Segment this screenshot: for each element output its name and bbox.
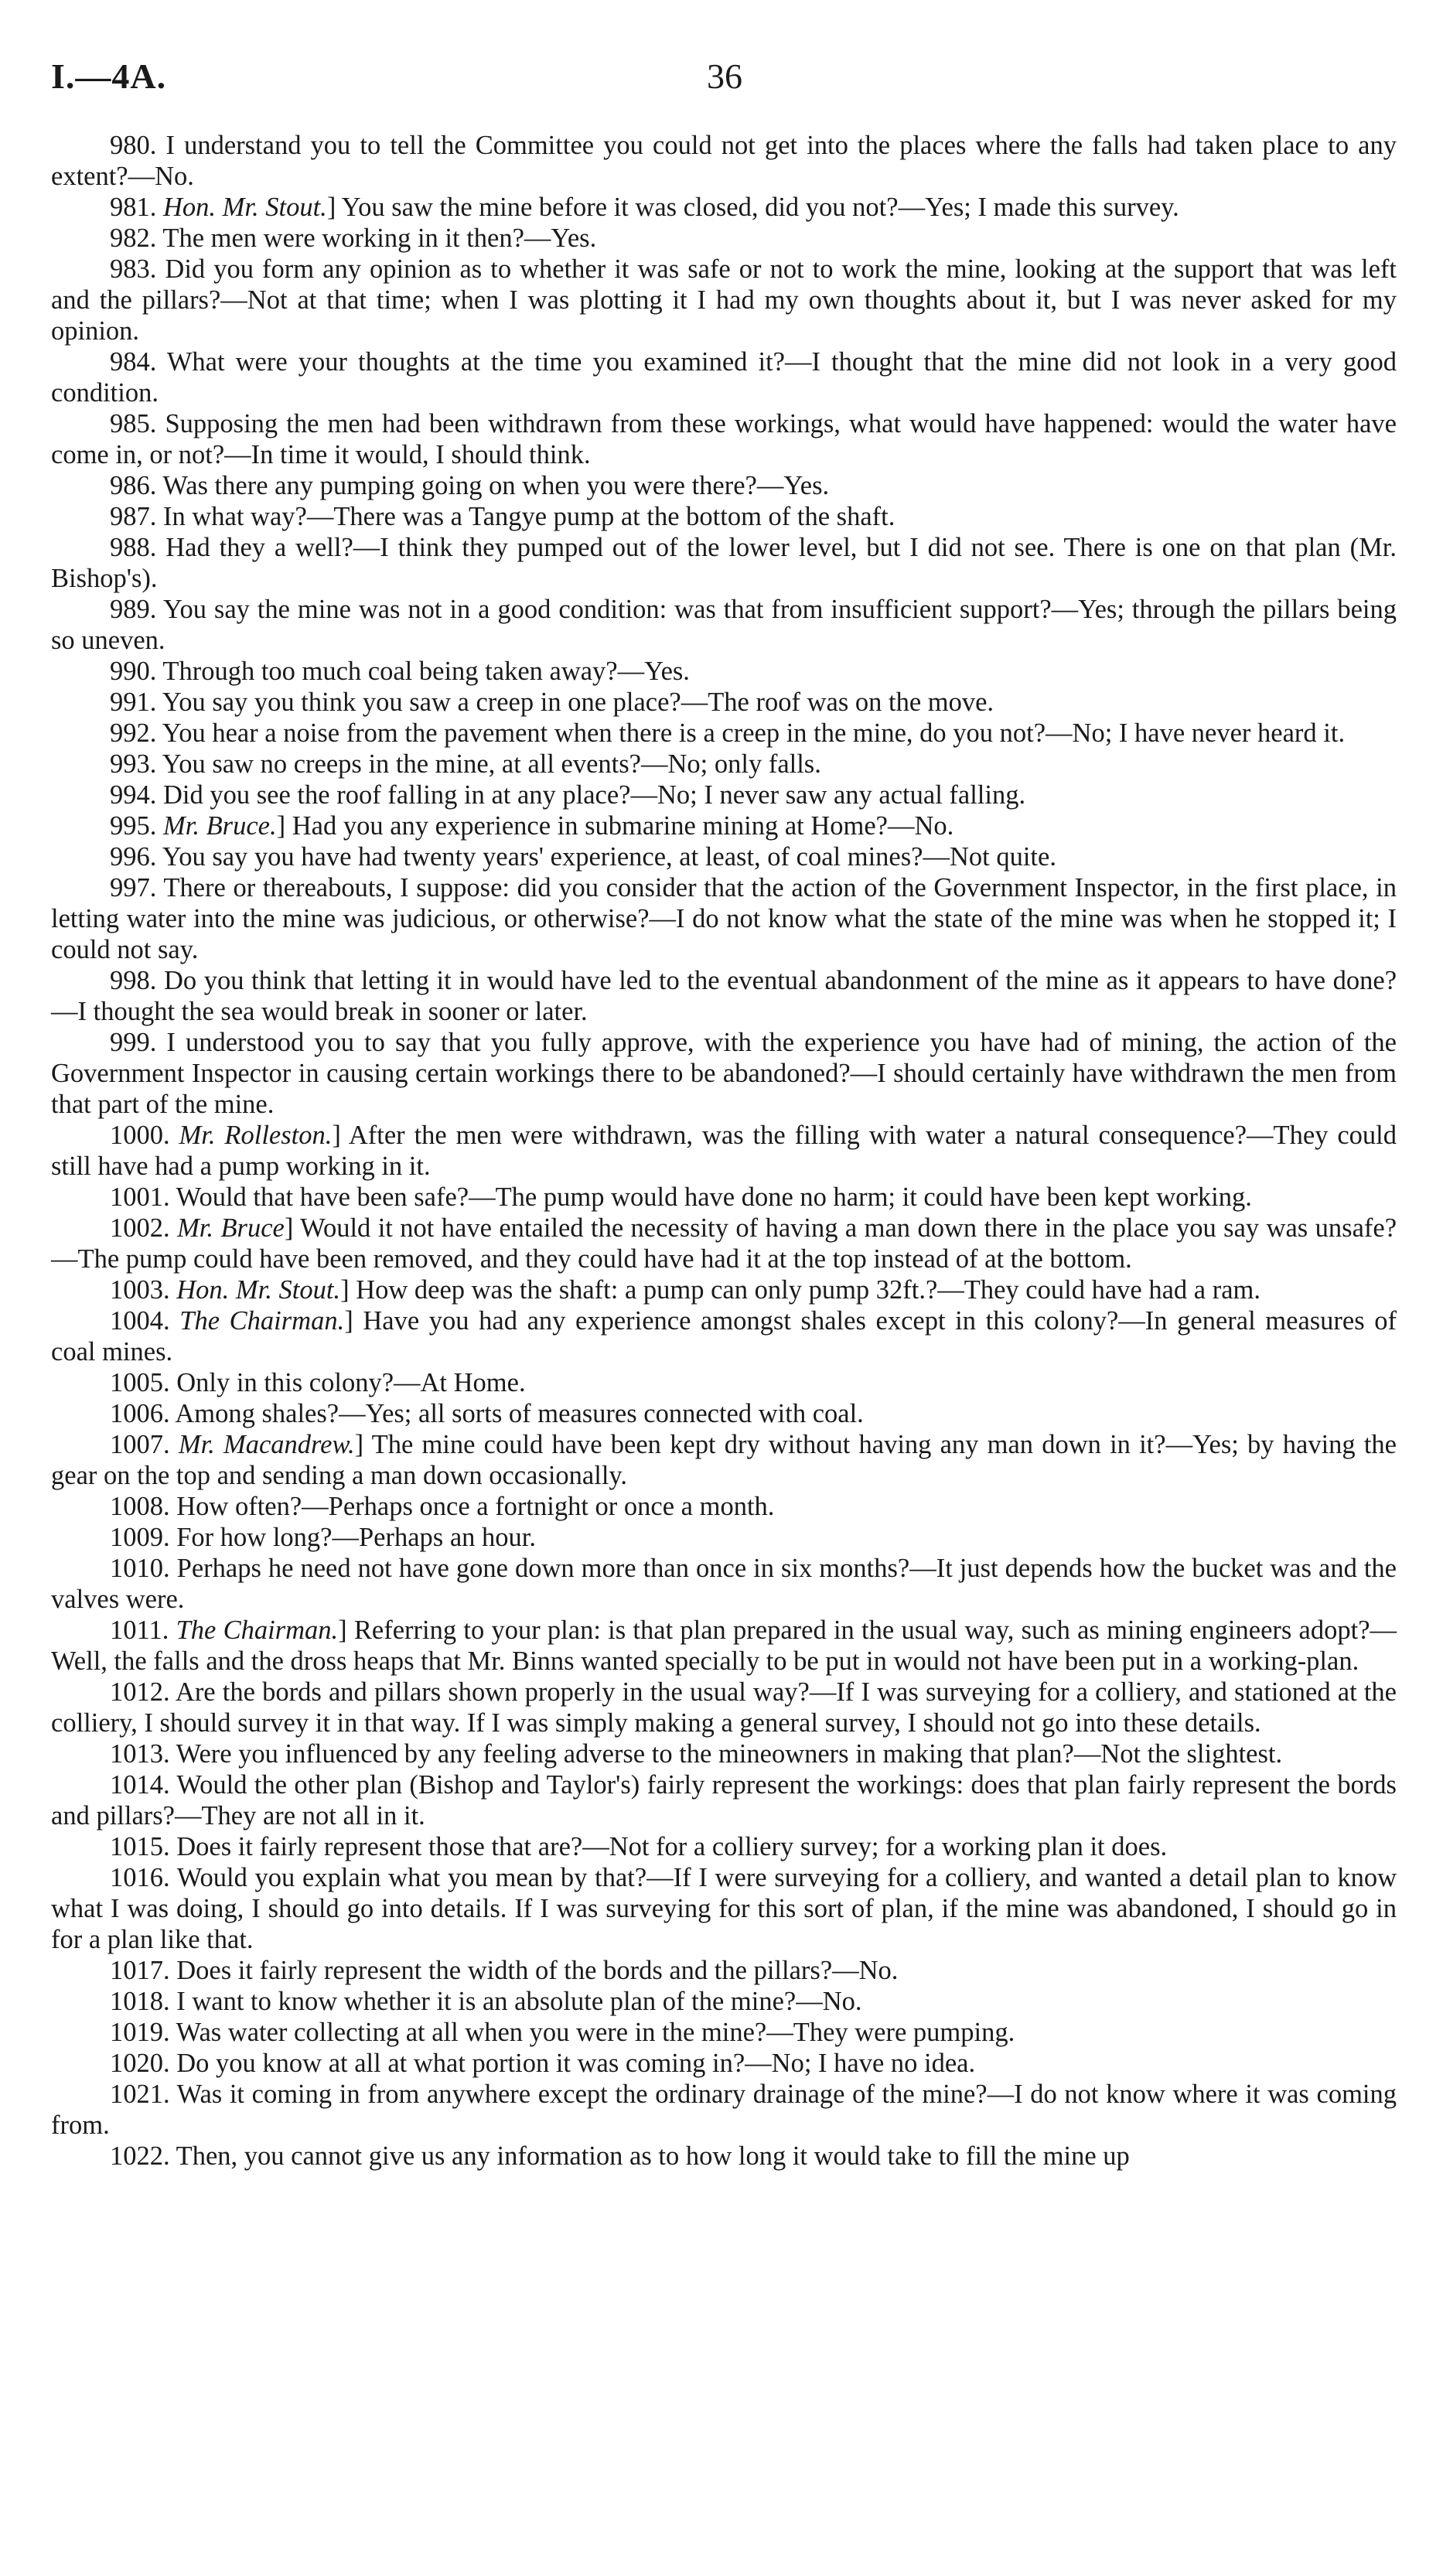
- question-number: 1002.: [110, 1213, 170, 1243]
- question-paragraph: 1003. Hon. Mr. Stout.] How deep was the shaft: a pump can only pump 32ft.?—They could have had a ram.: [110, 1275, 1260, 1305]
- speaker-name: Mr. Rolleston.: [179, 1121, 333, 1150]
- question-number: 1017.: [110, 1956, 170, 1985]
- question-number: 990.: [110, 657, 157, 686]
- question-number: 997.: [110, 873, 157, 902]
- question-text: Perhaps he need not have gone down more than once in six months?—It just depends how the bucket was and the valves were.: [51, 1554, 1397, 1614]
- question-paragraph: [51, 749, 1397, 780]
- question-paragraph: 1002. Mr. Bruce] Would it not have entailed the necessity of having a man down there in the place you say was unsafe?—The pump could have been removed, and they could have had it at the top instead of at the bottom.: [51, 1213, 1397, 1274]
- question-number: 1018.: [110, 1987, 170, 2016]
- question-number: 1022.: [110, 2141, 170, 2171]
- question-text: What were your thoughts at the time you examined it?—I thought that the mine did not look in a very good condition.: [51, 347, 1397, 408]
- question-number: 991.: [110, 688, 157, 717]
- question-paragraph: [51, 1831, 1397, 1862]
- question-paragraph: [51, 1769, 1397, 1831]
- question-text: Would you explain what you mean by that?—If I were surveying for a colliery, and wanted a detail plan to know what I was doing, I should go into details. If I was surveying for this sort of plan, if the mine was abandoned, I should go in for a plan like that.: [51, 1863, 1397, 1954]
- question-paragraph: [51, 1398, 1397, 1429]
- question-text: Only in this colony?—At Home.: [176, 1368, 526, 1397]
- question-number: 999.: [110, 1028, 157, 1057]
- question-paragraph: [51, 1367, 1397, 1398]
- question-number: 996.: [110, 842, 157, 872]
- question-text: Did you form any opinion as to whether it was safe or not to work the mine, looking at the support that was left and the pillars?—Not at that time; when I was plotting it I had my own thoughts about it, but I was never asked for my opinion.: [51, 254, 1397, 346]
- question-paragraph: [51, 780, 1397, 810]
- question-paragraph: [51, 1738, 1397, 1769]
- question-paragraph: [51, 1522, 1397, 1553]
- question-number: 992.: [110, 718, 157, 748]
- question-paragraph: [51, 1862, 1397, 1955]
- question-paragraph: [51, 1182, 1397, 1213]
- question-text: Does it fairly represent the width of the bords and the pillars?—No.: [176, 1956, 899, 1985]
- question-text: Would the other plan (Bishop and Taylor's) fairly represent the workings: does that plan fairly represent the bords and pillars?—They are not all in it.: [51, 1770, 1397, 1830]
- question-paragraph: 995. Mr. Bruce.] Had you any experience in submarine mining at Home?—No.: [110, 811, 954, 841]
- question-text: Do you know at all at what portion it was coming in?—No; I have no idea.: [176, 2049, 976, 2078]
- question-paragraph: [51, 872, 1397, 965]
- question-text: You saw no creeps in the mine, at all events?—No; only falls.: [162, 749, 821, 779]
- question-text: Supposing the men had been withdrawn from these workings, what would have happened: would the water have come in, or not?—In time it would, I should think.: [51, 409, 1397, 469]
- question-text: You saw the mine before it was closed, did you not?—Yes; I made this survey.: [341, 193, 1179, 222]
- question-text: Does it fairly represent those that are?—Not for a colliery survey; for a working plan it does.: [176, 1832, 1168, 1861]
- question-number: 987.: [110, 502, 157, 531]
- question-text: Was water collecting at all when you were in the mine?—They were pumping.: [176, 2018, 1015, 2047]
- question-text: There or thereabouts, I suppose: did you consider that the action of the Government Inspector, in the first place, in letting water into the mine was judicious, or otherwise?—I do not know what the state of the mine was when he stopped it; I could not say.: [51, 873, 1397, 964]
- question-number: 1001.: [110, 1182, 170, 1212]
- question-number: 1013.: [110, 1739, 170, 1769]
- question-paragraph: [51, 501, 1397, 532]
- question-text: Through too much coal being taken away?—Yes.: [162, 657, 690, 686]
- page-reference: I.—4A.: [51, 56, 167, 96]
- question-number: 983.: [110, 254, 157, 284]
- question-text: Referring to your plan: is that plan prepared in the usual way, such as mining engineers adopt?—Well, the falls and the dross heaps that Mr. Binns wanted specially to be put in would not have been put in a working-plan.: [51, 1616, 1397, 1676]
- question-paragraph: [51, 130, 1397, 192]
- question-text: Do you think that letting it in would have led to the eventual abandonment of the mine as it appears to have done?—I thought the sea would break in sooner or later.: [51, 966, 1397, 1026]
- question-text: Was it coming in from anywhere except the ordinary drainage of the mine?—I do not know where it was coming from.: [51, 2080, 1397, 2140]
- question-paragraph: [51, 1553, 1397, 1615]
- evidence-body: [51, 130, 1397, 2172]
- question-text: I want to know whether it is an absolute plan of the mine?—No.: [176, 1987, 862, 2016]
- question-text: Then, you cannot give us any information as to how long it would take to fill the mine up: [176, 2141, 1130, 2171]
- question-number: 1000.: [110, 1121, 170, 1150]
- question-paragraph: 1011. The Chairman.] Referring to your plan: is that plan prepared in the usual way, such as mining engineers adopt?—Well, the falls and the dross heaps that Mr. Binns wanted specially to be put in would not have been put in a working-plan.: [51, 1616, 1397, 1676]
- question-paragraph: [51, 718, 1397, 749]
- question-text: How deep was the shaft: a pump can only pump 32ft.?—They could have had a ram.: [356, 1275, 1260, 1305]
- question-paragraph: [51, 594, 1397, 656]
- question-number: 989.: [110, 595, 157, 624]
- question-number: 1015.: [110, 1832, 170, 1861]
- question-number: 993.: [110, 749, 157, 779]
- question-paragraph: [51, 254, 1397, 346]
- question-text: You say you think you saw a creep in one place?—The roof was on the move.: [162, 688, 994, 717]
- question-text: For how long?—Perhaps an hour.: [176, 1523, 536, 1552]
- question-text: Have you had any experience amongst shales except in this colony?—In general measures of coal mines.: [51, 1306, 1397, 1366]
- question-text: You hear a noise from the pavement when there is a creep in the mine, do you not?—No; I have never heard it.: [162, 718, 1346, 748]
- question-paragraph: [51, 687, 1397, 718]
- question-text: Among shales?—Yes; all sorts of measures connected with coal.: [175, 1399, 864, 1428]
- question-text: You say you have had twenty years' experience, at least, of coal mines?—Not quite.: [162, 842, 1056, 872]
- question-text: Were you influenced by any feeling adverse to the mineowners in making that plan?—Not the slightest.: [176, 1739, 1283, 1769]
- question-number: 984.: [110, 347, 157, 377]
- question-number: 1021.: [110, 2080, 170, 2109]
- question-number: 985.: [110, 409, 157, 438]
- speaker-name: Mr. Macandrew.: [178, 1430, 355, 1459]
- question-paragraph: [51, 532, 1397, 594]
- question-paragraph: [51, 470, 1397, 501]
- question-text: I understood you to say that you fully approve, with the experience you have had of mining, the action of the Government Inspector in causing certain workings there to be abandoned?—I should certainly have withdrawn the men from that part of the mine.: [51, 1028, 1397, 1119]
- question-number: 1009.: [110, 1523, 170, 1552]
- speaker-name: Hon. Mr. Stout.: [176, 1275, 341, 1305]
- question-number: 986.: [110, 471, 157, 500]
- question-text: How often?—Perhaps once a fortnight or once a month.: [176, 1492, 775, 1521]
- question-text: In what way?—There was a Tangye pump at the bottom of the shaft.: [163, 502, 895, 531]
- question-paragraph: [51, 1027, 1397, 1120]
- question-text: The men were working in it then?—Yes.: [162, 223, 597, 253]
- question-text: I understand you to tell the Committee you could not get into the places where the falls had taken place to any extent?—No.: [51, 131, 1397, 191]
- question-paragraph: [51, 2017, 1397, 2048]
- question-paragraph: 1000. Mr. Rolleston.] After the men were withdrawn, was the filling with water a natural consequence?—They could still have had a pump working in it.: [51, 1121, 1397, 1181]
- question-number: 982.: [110, 223, 157, 253]
- question-number: 1003.: [110, 1275, 170, 1305]
- page-header: [51, 56, 1397, 110]
- question-paragraph: [51, 841, 1397, 872]
- question-number: 995.: [110, 811, 157, 841]
- question-number: 1006.: [110, 1399, 170, 1428]
- speaker-name: The Chairman.: [179, 1306, 345, 1336]
- question-paragraph: [51, 965, 1397, 1027]
- question-paragraph: [51, 2141, 1397, 2172]
- question-number: 988.: [110, 533, 157, 562]
- question-number: 1019.: [110, 2018, 170, 2047]
- question-number: 1014.: [110, 1770, 170, 1800]
- question-number: 1012.: [110, 1677, 170, 1707]
- question-paragraph: [51, 1491, 1397, 1522]
- question-number: 1008.: [110, 1492, 170, 1521]
- question-number: 1010.: [110, 1554, 170, 1583]
- page-number: 36: [707, 56, 742, 96]
- question-paragraph: [51, 1677, 1397, 1738]
- question-paragraph: 1007. Mr. Macandrew.] The mine could have been kept dry without having any man down in it?—Yes; by having the gear on the top and sending a man down occasionally.: [51, 1430, 1397, 1490]
- question-paragraph: [51, 2079, 1397, 2141]
- question-text: Did you see the roof falling in at any place?—No; I never saw any actual falling.: [163, 780, 1026, 810]
- question-number: 980.: [110, 131, 157, 160]
- question-text: Would it not have entailed the necessity of having a man down there in the place you say was unsafe?—The pump could have been removed, and they could have had it at the top instead of at the bottom.: [51, 1213, 1397, 1274]
- question-text: You say the mine was not in a good condition: was that from insufficient support?—Yes; through the pillars being so uneven.: [51, 595, 1397, 655]
- question-number: 1004.: [110, 1306, 170, 1336]
- question-text: Was there any pumping going on when you were there?—Yes.: [162, 471, 830, 500]
- speaker-name: Hon. Mr. Stout.: [163, 193, 327, 222]
- question-number: 1007.: [110, 1430, 170, 1459]
- question-number: 1020.: [110, 2049, 170, 2078]
- speaker-name: Mr. Bruce.: [163, 811, 277, 841]
- question-number: 1005.: [110, 1368, 170, 1397]
- speaker-name: Mr. Bruce: [177, 1213, 285, 1243]
- question-text: Had they a well?—I think they pumped out of the lower level, but I did not see. There is one on that plan (Mr. Bishop's).: [51, 533, 1397, 593]
- speaker-name: The Chairman.: [176, 1616, 339, 1645]
- question-paragraph: [51, 1955, 1397, 1986]
- question-text: Had you any experience in submarine mining at Home?—No.: [292, 811, 954, 841]
- question-number: 994.: [110, 780, 157, 810]
- question-paragraph: [51, 223, 1397, 254]
- question-text: After the men were withdrawn, was the filling with water a natural consequence?—They could still have had a pump working in it.: [51, 1121, 1397, 1181]
- question-text: The mine could have been kept dry without having any man down in it?—Yes; by having the gear on the top and sending a man down occasionally.: [51, 1430, 1397, 1490]
- question-number: 1016.: [110, 1863, 170, 1892]
- question-paragraph: [51, 408, 1397, 470]
- question-text: Would that have been safe?—The pump would have done no harm; it could have been kept working.: [176, 1182, 1252, 1212]
- question-number: 1011.: [110, 1616, 169, 1645]
- question-number: 981.: [110, 193, 157, 222]
- question-number: 998.: [110, 966, 157, 995]
- question-paragraph: 981. Hon. Mr. Stout.] You saw the mine before it was closed, did you not?—Yes; I made this survey.: [110, 193, 1179, 222]
- question-paragraph: 1004. The Chairman.] Have you had any experience amongst shales except in this colony?—In general measures of coal mines.: [51, 1306, 1397, 1366]
- question-text: Are the bords and pillars shown properly in the usual way?—If I was surveying for a colliery, and stationed at the colliery, I should survey it in that way. If I was simply making a general survey, I should not go into these details.: [51, 1677, 1397, 1738]
- question-paragraph: [51, 1986, 1397, 2017]
- question-paragraph: [51, 346, 1397, 408]
- question-paragraph: [51, 2048, 1397, 2079]
- question-paragraph: [51, 656, 1397, 687]
